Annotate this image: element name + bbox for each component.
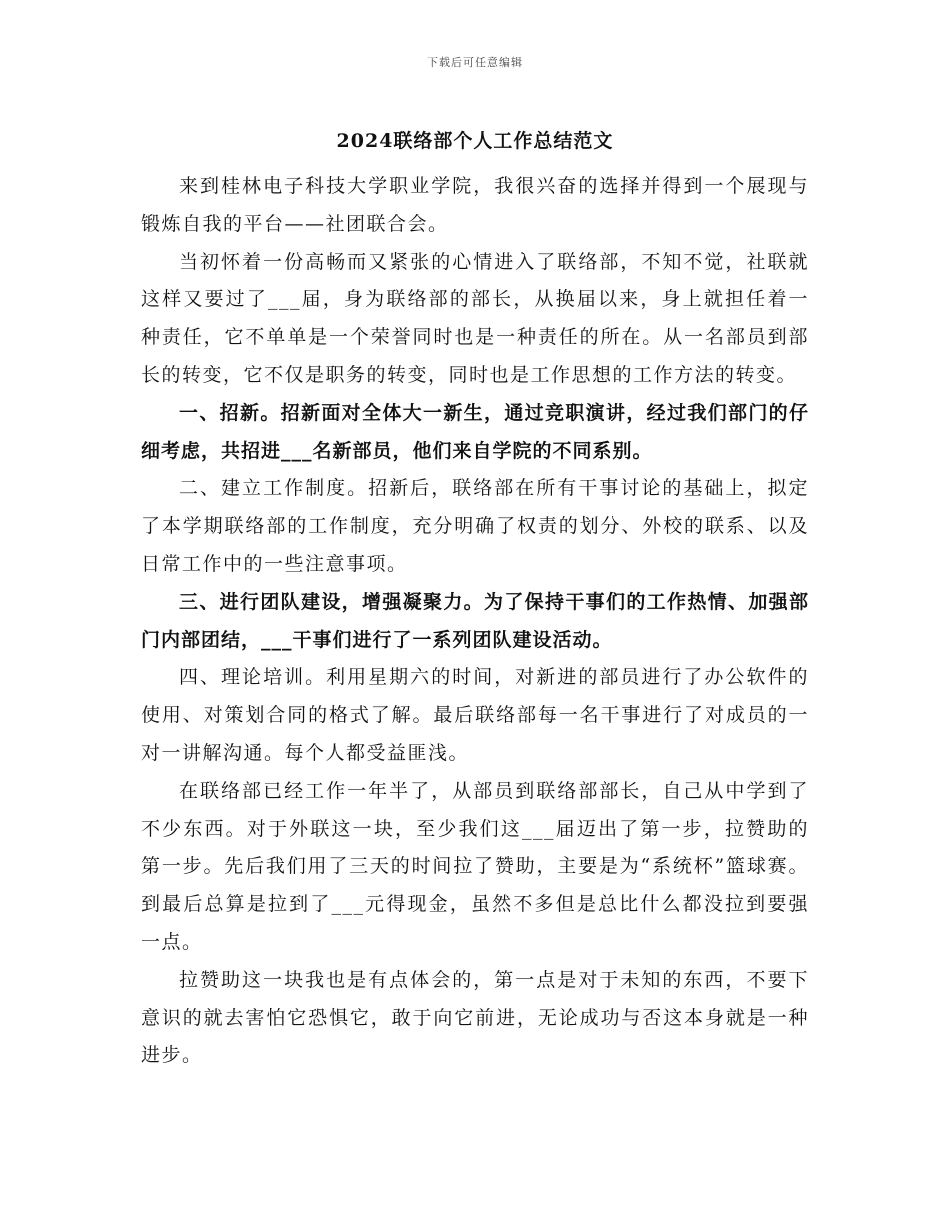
paragraph-experience: 在联络部已经工作一年半了，从部员到联络部部长，自己从中学到了不少东西。对于外联这一块，至少我们这___届迈出了第一步，拉赞助的第一步。先后我们用了三天的时间拉了赞助，主要是为“系统杯”篮球赛。到最后总算是拉到了___元得现金，虽然不多但是总比什么都没拉到要强一点。 [141,779,809,953]
paragraph-section-recruitment: 一、招新。招新面对全体大一新生，通过竞职演讲，经过我们部门的仔细考虑，共招进___名新部员，他们来自学院的不同系别。 [141,401,809,462]
document-title: 2024联络部个人工作总结范文 [336,130,614,152]
paragraph-section-training: 四、理论培训。利用星期六的时间，对新进的部员进行了办公软件的使用、对策划合同的格式了解。最后联络部每一名干事进行了对成员的一对一讲解沟通。每个人都受益匪浅。 [141,666,809,764]
paragraph-section-work-system: 二、建立工作制度。招新后，联络部在所有干事讨论的基础上，拟定了本学期联络部的工作制度，充分明确了权责的划分、外校的联系、以及日常工作中的一些注意事项。 [141,477,809,575]
document-body [141,168,809,1075]
paragraph-intro: 来到桂林电子科技大学职业学院，我很兴奋的选择并得到一个展现与锻炼自我的平台——社团联合会。 [141,175,809,235]
paragraph-sponsorship-reflection: 拉赞助这一块我也是有点体会的，第一点是对于未知的东西，不要下意识的就去害怕它恐惧它，敢于向它前进，无论成功与否这本身就是一种进步。 [141,968,809,1067]
header-note: 下载后可任意编辑 [427,56,523,69]
paragraph-section-team-building: 三、进行团队建设，增强凝聚力。为了保持干事们的工作热情、加强部门内部团结，___干事们进行了一系列团队建设活动。 [141,590,809,651]
paragraph-background: 当初怀着一份高畅而又紧张的心情进入了联络部，不知不觉，社联就这样又要过了___届，身为联络部的部长，从换届以来，身上就担任着一种责任，它不单单是一个荣誉同时也是一种责任的所在。从一名部员到部长的转变，它不仅是职务的转变，同时也是工作思想的工作方法的转变。 [141,250,809,386]
